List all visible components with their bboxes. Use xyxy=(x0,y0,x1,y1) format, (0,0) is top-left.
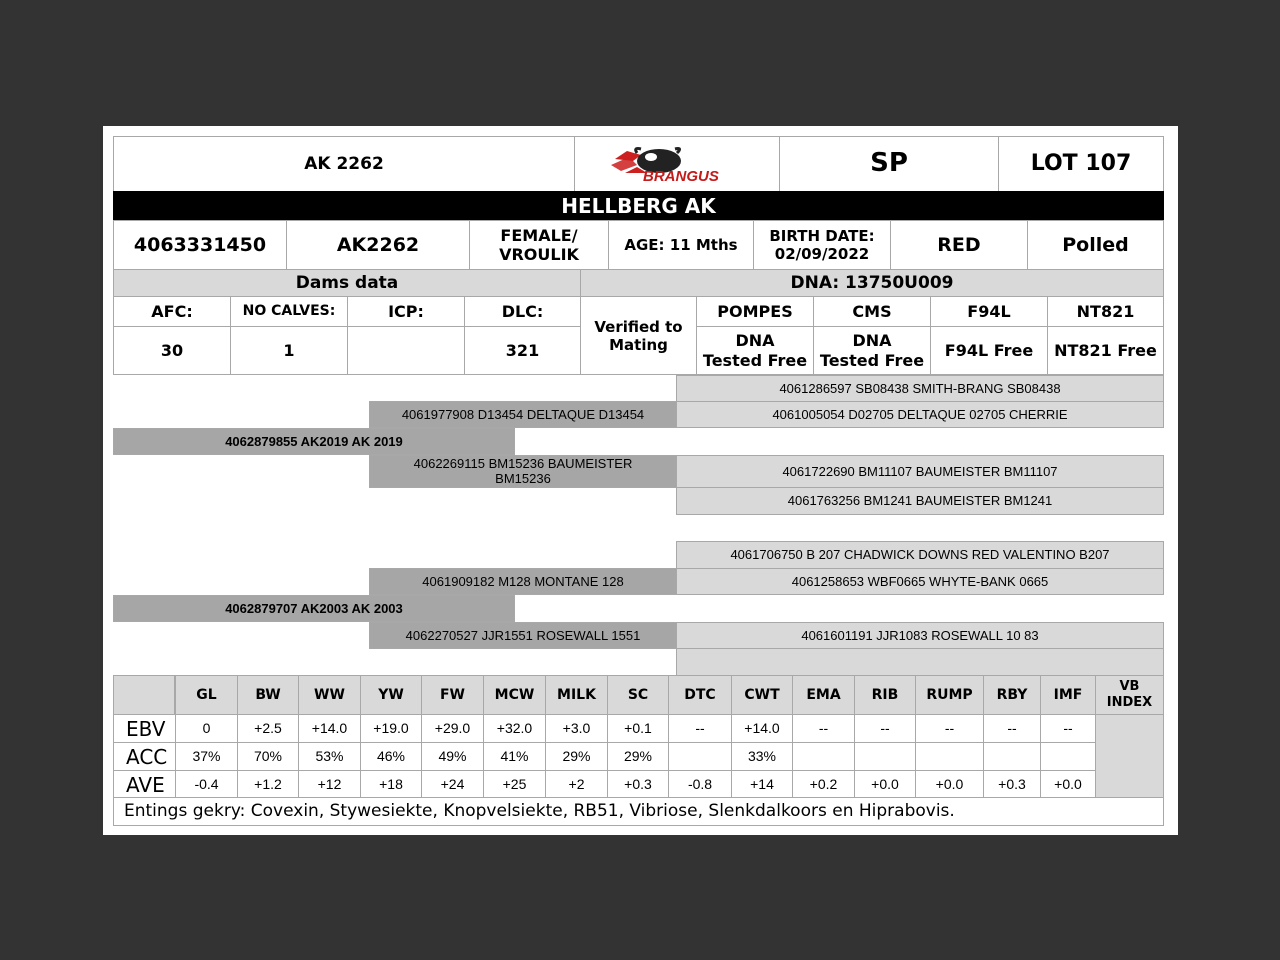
horn-status: Polled xyxy=(1027,220,1164,270)
vaccination-note: Entings gekry: Covexin, Stywesiekte, Knopvelsiekte, RB51, Vibriose, Slenkdalkoors en Hiprabovis. xyxy=(113,797,1164,826)
ebv-cell-ave-rby: +0.3 xyxy=(983,770,1041,799)
pedigree-dam-dam-sire: 4061601191 JJR1083 ROSEWALL 10 83 xyxy=(676,622,1164,649)
animal-name: HELLBERG AK xyxy=(113,191,1164,221)
tag-number: AK2262 xyxy=(286,220,470,270)
ebv-cell-ave-rump: +0.0 xyxy=(915,770,984,799)
ebv-cell-acc-cwt: 33% xyxy=(731,742,793,771)
birth-date: BIRTH DATE: 02/09/2022 xyxy=(753,220,891,270)
ebv-col-ema: EMA xyxy=(792,675,855,715)
sex: FEMALE/ VROULIK xyxy=(469,220,609,270)
no-calves-value: 1 xyxy=(230,326,348,375)
pedigree-dam-sire: 4061909182 M128 MONTANE 128 xyxy=(369,568,677,595)
pedigree-sire-sire-sire: 4061286597 SB08438 SMITH-BRANG SB08438 xyxy=(676,375,1164,402)
ebv-cell-acc-yw: 46% xyxy=(360,742,422,771)
dlc-label: DLC: xyxy=(464,296,581,327)
ebv-cell-ebv-bw: +2.5 xyxy=(237,714,299,743)
ebv-col-rib: RIB xyxy=(854,675,916,715)
verified-to-mating: Verified to Mating xyxy=(580,296,697,375)
ebv-cell-acc-dtc xyxy=(668,742,732,771)
ebv-cell-acc-milk: 29% xyxy=(545,742,608,771)
pedigree-sire-dam-dam: 4061763256 BM1241 BAUMEISTER BM1241 xyxy=(676,487,1164,515)
ebv-cell-acc-rib xyxy=(854,742,916,771)
f94l-label: F94L xyxy=(930,296,1048,327)
ebv-cell-ave-bw: +1.2 xyxy=(237,770,299,799)
f94l-result: F94L Free xyxy=(930,326,1048,375)
pompes-label: POMPES xyxy=(696,296,814,327)
ebv-col-sc: SC xyxy=(607,675,669,715)
bull-logo-icon xyxy=(607,143,747,185)
ebv-cell-ave-milk: +2 xyxy=(545,770,608,799)
ebv-cell-ave-gl: -0.4 xyxy=(175,770,238,799)
icp-value xyxy=(347,326,465,375)
ebv-cell-ebv-imf: -- xyxy=(1040,714,1096,743)
registration-number: 4063331450 xyxy=(113,220,287,270)
ebv-col-rby: RBY xyxy=(983,675,1041,715)
ebv-col-fw: FW xyxy=(421,675,484,715)
ebv-cell-ebv-yw: +19.0 xyxy=(360,714,422,743)
ebv-cell-acc-ema xyxy=(792,742,855,771)
afc-label: AFC: xyxy=(113,296,231,327)
ebv-cell-ebv-gl: 0 xyxy=(175,714,238,743)
ebv-col-cwt: CWT xyxy=(731,675,793,715)
ebv-cell-ave-sc: +0.3 xyxy=(607,770,669,799)
ebv-cell-acc-gl: 37% xyxy=(175,742,238,771)
dlc-value: 321 xyxy=(464,326,581,375)
ebv-cell-acc-mcw: 41% xyxy=(483,742,546,771)
no-calves-label: NO CALVES: xyxy=(230,296,348,327)
ebv-cell-acc-rump xyxy=(915,742,984,771)
dams-data-header: Dams data xyxy=(113,269,581,297)
pedigree-dam: 4062879707 AK2003 AK 2003 xyxy=(113,595,515,622)
ebv-cell-acc-imf xyxy=(1040,742,1096,771)
pedigree-dam-dam-dam xyxy=(676,648,1164,676)
pedigree-dam-sire-dam: 4061258653 WBF0665 WHYTE-BANK 0665 xyxy=(676,568,1164,595)
ebv-cell-ebv-rby: -- xyxy=(983,714,1041,743)
ebv-row-label-acc: ACC xyxy=(113,742,176,771)
ebv-cell-ebv-ema: -- xyxy=(792,714,855,743)
ebv-cell-ave-cwt: +14 xyxy=(731,770,793,799)
ebv-cell-acc-fw: 49% xyxy=(421,742,484,771)
ebv-cell-ebv-rump: -- xyxy=(915,714,984,743)
nt821-result: NT821 Free xyxy=(1047,326,1164,375)
ebv-col-mcw: MCW xyxy=(483,675,546,715)
ebv-cell-acc-bw: 70% xyxy=(237,742,299,771)
ebv-cell-ave-ww: +12 xyxy=(298,770,361,799)
colour: RED xyxy=(890,220,1028,270)
ebv-cell-ebv-fw: +29.0 xyxy=(421,714,484,743)
icp-label: ICP: xyxy=(347,296,465,327)
brangus-logo xyxy=(574,136,780,192)
ebv-col-vb-index: VB INDEX xyxy=(1095,675,1164,715)
ebv-col-yw: YW xyxy=(360,675,422,715)
ebv-cell-ave-ema: +0.2 xyxy=(792,770,855,799)
pompes-result: DNA Tested Free xyxy=(696,326,814,375)
ebv-cell-ave-imf: +0.0 xyxy=(1040,770,1096,799)
ebv-col-rump: RUMP xyxy=(915,675,984,715)
ebv-col-imf: IMF xyxy=(1040,675,1096,715)
lot-number: LOT 107 xyxy=(998,136,1164,192)
pedigree-dam-dam: 4062270527 JJR1551 ROSEWALL 1551 xyxy=(369,622,677,649)
ebv-cell-ebv-milk: +3.0 xyxy=(545,714,608,743)
ebv-cell-ebv-ww: +14.0 xyxy=(298,714,361,743)
pedigree-sire-dam-sire: 4061722690 BM11107 BAUMEISTER BM11107 xyxy=(676,455,1164,488)
ebv-cell-ave-dtc: -0.8 xyxy=(668,770,732,799)
ebv-row-label-ave: AVE xyxy=(113,770,176,799)
ebv-cell-ebv-cwt: +14.0 xyxy=(731,714,793,743)
pedigree-sire-sire-dam: 4061005054 D02705 DELTAQUE 02705 CHERRIE xyxy=(676,401,1164,428)
ebv-cell-ebv-rib: -- xyxy=(854,714,916,743)
animal-code: AK 2262 xyxy=(113,136,575,192)
ebv-cell-ebv-mcw: +32.0 xyxy=(483,714,546,743)
ebv-cell-ave-mcw: +25 xyxy=(483,770,546,799)
ebv-row-label-ebv: EBV xyxy=(113,714,176,743)
sp-label: SP xyxy=(779,136,999,192)
ebv-col-gl: GL xyxy=(175,675,238,715)
ebv-cell-ebv-dtc: -- xyxy=(668,714,732,743)
cms-result: DNA Tested Free xyxy=(813,326,931,375)
ebv-cell-acc-sc: 29% xyxy=(607,742,669,771)
dna-header: DNA: 13750U009 xyxy=(580,269,1164,297)
lot-card xyxy=(103,126,1178,835)
pedigree-sire-dam: 4062269115 BM15236 BAUMEISTER BM15236 xyxy=(369,455,677,488)
ebv-table xyxy=(113,675,1164,799)
pedigree-sire: 4062879855 AK2019 AK 2019 xyxy=(113,428,515,455)
pedigree-sire-sire: 4061977908 D13454 DELTAQUE D13454 xyxy=(369,401,677,428)
ebv-col-bw: BW xyxy=(237,675,299,715)
pedigree-dam-sire-sire: 4061706750 B 207 CHADWICK DOWNS RED VALENTINO B207 xyxy=(676,541,1164,569)
ebv-col-dtc: DTC xyxy=(668,675,732,715)
nt821-label: NT821 xyxy=(1047,296,1164,327)
afc-value: 30 xyxy=(113,326,231,375)
svg-text:BRANGUS: BRANGUS xyxy=(643,168,719,185)
ebv-col-milk: MILK xyxy=(545,675,608,715)
ebv-cell-ave-yw: +18 xyxy=(360,770,422,799)
cms-label: CMS xyxy=(813,296,931,327)
ebv-cell-acc-rby xyxy=(983,742,1041,771)
ebv-cell-acc-ww: 53% xyxy=(298,742,361,771)
ebv-col-ww: WW xyxy=(298,675,361,715)
ebv-corner-cell xyxy=(113,675,175,715)
ebv-cell-ave-rib: +0.0 xyxy=(854,770,916,799)
ebv-cell-ebv-sc: +0.1 xyxy=(607,714,669,743)
age: AGE: 11 Mths xyxy=(608,220,754,270)
ebv-vb-index-value xyxy=(1095,714,1164,799)
ebv-cell-ave-fw: +24 xyxy=(421,770,484,799)
